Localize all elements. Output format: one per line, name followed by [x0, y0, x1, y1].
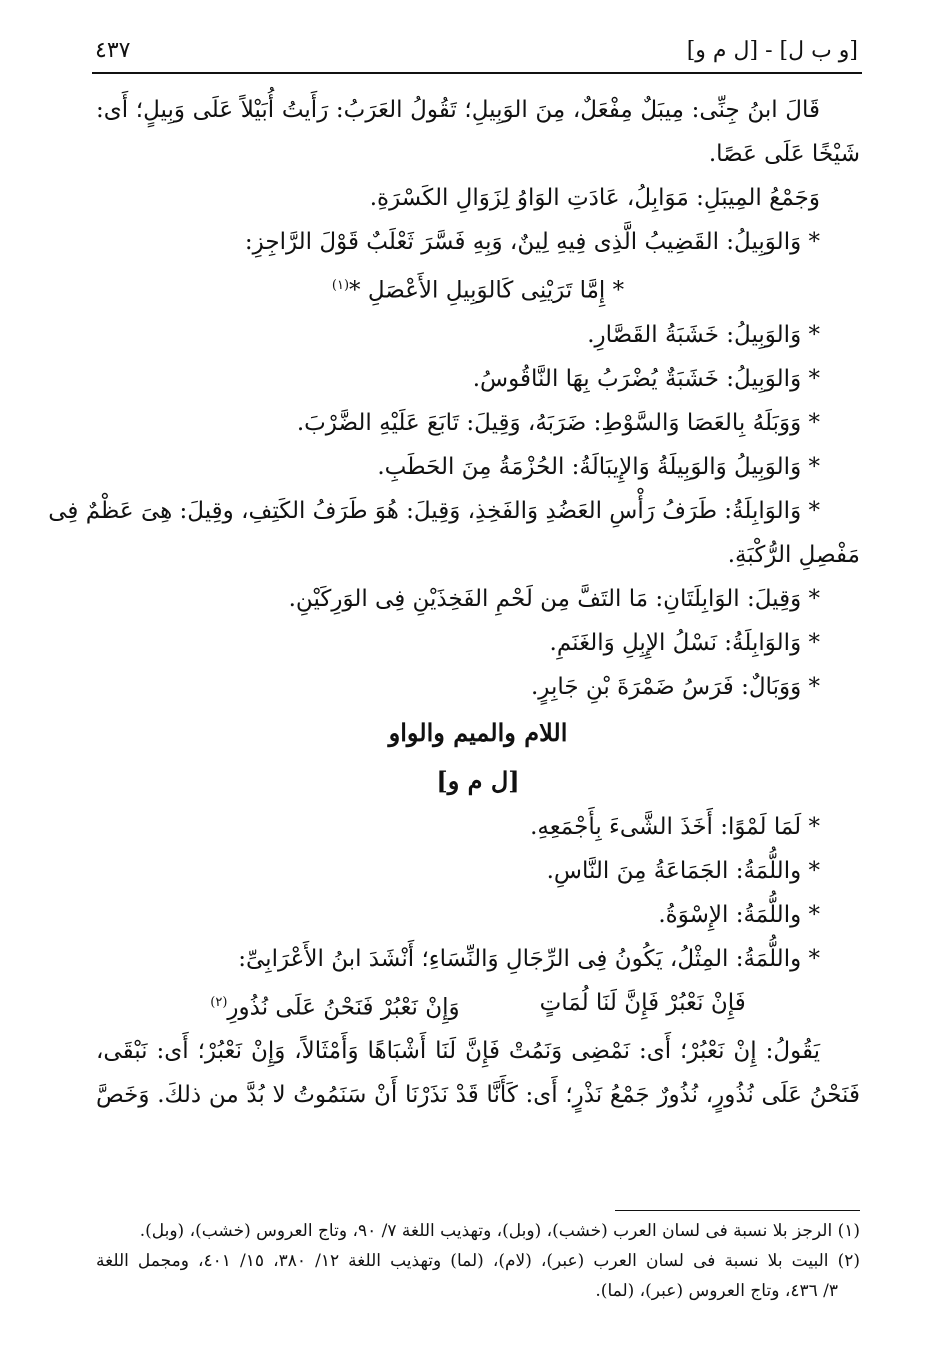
rajaz-verse: * إِمَّا تَرَيْنِى كَالوَبِيلِ الأَعْصَلِ *: [349, 277, 625, 304]
text-line: * وَالوَبِيلُ: خَشَبَةُ القَصَّارِ.: [587, 321, 820, 348]
text-line: * لَمَا لَمْوًا: أَخَذَ الشَّىءَ بِأَجْمَعِهِ.: [530, 813, 820, 840]
text-line: * وَوَبَالٌ: فَرَسُ ضَمْرَةَ بْنِ جَابِرٍ.: [530, 673, 820, 700]
text-line: * واللُّمَةُ: المِثْلُ، يَكُونُ فِى الرِّجَالِ وَالنِّسَاءِ؛ أَنْشَدَ ابنُ الأَعْرَابِىِّ:: [238, 945, 820, 972]
footnotes: [96, 1216, 860, 1306]
text-line: يَقُولُ: إِنْ نَعْبُرْ؛ أَى: نَمْضِى وَنَمُتْ فَإِنَّ لَنَا أَشْبَاهًا وَأَمْثَالاً، وَإِنْ نَعْبُرْ؛ أَى: نَبْقَى،: [96, 1038, 820, 1065]
text-line: * وَالوَبِيلُ وَالوَبِيلَةُ وَالإِيبَالَةُ: الحُزْمَةُ مِنَ الحَطَبِ.: [377, 453, 820, 480]
text-line: * وَقِيلَ: الوَابِلَتَانِ: مَا التَفَّ مِن لَحْمِ الفَخِذَيْنِ فِى الوَرِكَيْنِ.: [288, 585, 820, 612]
footnote-rule: [615, 1210, 860, 1211]
root-heading: [ل م و]: [436, 765, 520, 795]
text-line: * وَالوَبِيلُ: القَضِيبُ الَّذِى فِيهِ لِينٌ، وَبِهِ فَسَّرَ ثَعْلَبٌ قَوْلَ الرَّاجِزِ:: [244, 229, 820, 255]
footnote-2: (٢) البيت بلا نسبة فى لسان العرب (عبر)، (لام)، (لما) وتهذيب اللغة ١٢/ ٣٨٠، ١٥/ ٤٠١، ومجمل اللغة: [96, 1251, 860, 1271]
page-header: [95, 30, 858, 70]
text-line: * وَالوَبِيلُ: خَشَبَةٌ يُضْرَبُ بِهَا النَّاقُوسُ.: [472, 365, 820, 392]
verse-second-hemistich-wrap: [210, 981, 459, 1030]
verse-first-hemistich: فَإِنْ نَعْبُرْ فَإِنَّ لَنَا لُمَاتٍ: [539, 989, 746, 1016]
footnote-marker: (١): [331, 278, 350, 293]
text-line: * واللُّمَةُ: الجَمَاعَةُ مِنَ النَّاسِ.: [546, 857, 820, 884]
poem-verse: [96, 981, 860, 1030]
text-line: * وَوَبَلَهُ بِالعَصَا وَالسَّوْطِ: ضَرَبَهُ، وَقِيلَ: تَابَعَ عَلَيْهِ الضَّرْبَ.: [296, 409, 820, 436]
text-line: * وَالوَابِلَةُ: طَرَفُ رَأْسِ العَضُدِ وَالفَخِذِ، وَقِيلَ: هُوَ طَرَفُ الكَتِفِ، وقِيلَ: هِىَ عَظْمٌ فِى: [48, 497, 820, 524]
text-line: * وَالوَابِلَةُ: نَسْلُ الإِبِلِ وَالغَنَمِ.: [549, 629, 820, 656]
header-rule: [92, 72, 862, 74]
text-line: وَجَمْعُ المِيبَلِ: مَوَابِلُ، عَادَتِ الوَاوُ لِزَوَالِ الكَسْرَةِ.: [369, 185, 820, 211]
verse-line: [96, 264, 860, 313]
text-line: * واللُّمَةُ: الإِسْوَةُ.: [658, 901, 820, 928]
running-head: [و ب ل] - [ل م و]: [686, 37, 858, 63]
main-text: [48, 88, 860, 1117]
text-line: قَالَ ابنُ جِنِّى: مِيبَلٌ مِفْعَلٌ، مِنَ الوَبِيلِ؛ تَقُولُ العَرَبُ: رَأَيتُ أُبَيْلاً عَلَى وَبِيلٍ؛ أَى:: [96, 97, 820, 123]
text-line: مَفْصِلِ الرُّكْبَةِ.: [727, 541, 860, 568]
verse-second-hemistich: وَإِنْ نَعْبُرْ فَنَحْنُ عَلَى نُذُورِ: [227, 994, 460, 1021]
section-heading: اللام والميم والواو: [388, 717, 568, 747]
text-line: شَيْخًا عَلَى عَصًا.: [708, 141, 860, 167]
page-number: ٤٣٧: [95, 37, 131, 63]
footnote-marker: (٢): [210, 994, 228, 1010]
footnote-1: (١) الرجز بلا نسبة فى لسان العرب (خشب)، (وبل)، وتهذيب اللغة ٧/ ٩٠، وتاج العروس (خشب)، (وبل).: [139, 1221, 860, 1241]
text-line: فَنَحْنُ عَلَى نُذُورٍ، نُذُورٌ جَمْعُ نَذْرٍ؛ أَى: كَأَنَّا قَدْ نَذَرْنَا أَنْ سَنَمُوتُ لا بُدَّ من ذلكَ. وَخَصَّ: [96, 1082, 860, 1109]
footnote-2-continued: ٣/ ٤٣٦، وتاج العروس (عبر)، (لما).: [595, 1281, 838, 1301]
